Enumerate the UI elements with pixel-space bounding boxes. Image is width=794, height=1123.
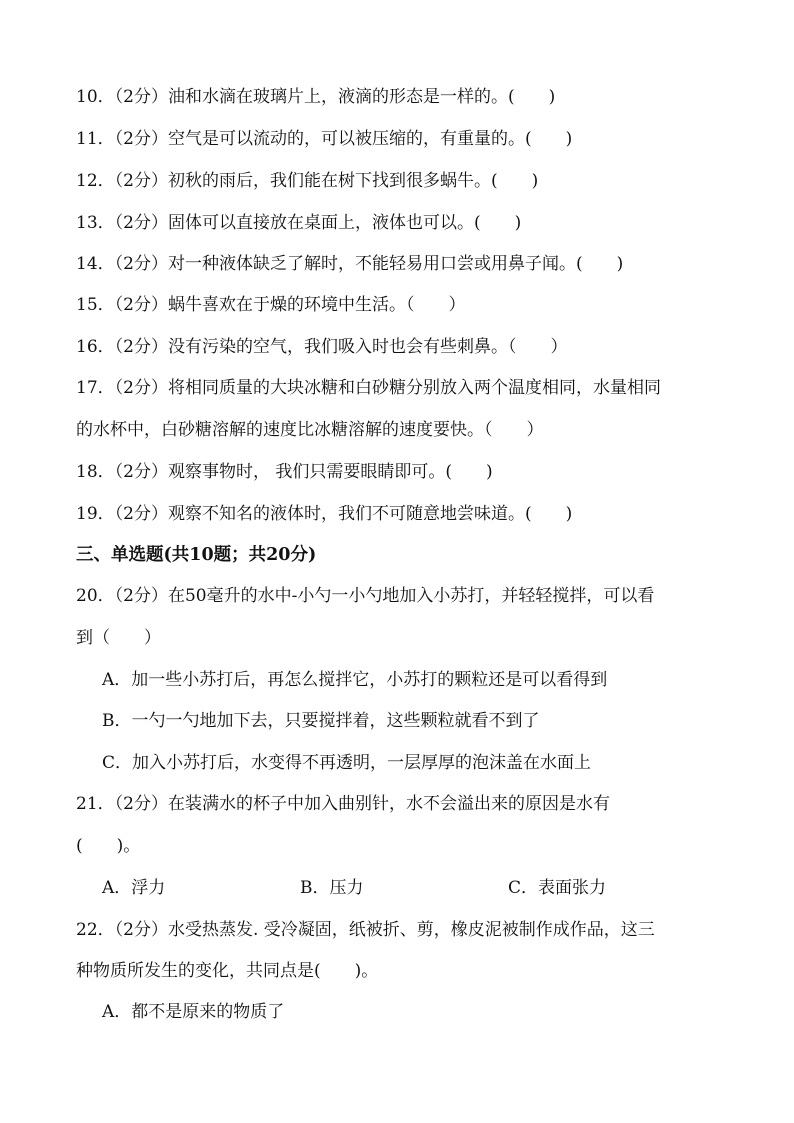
question-15: 15．（2分）蜗牛喜欢在于燥的环境中生活。（ ）	[76, 295, 466, 315]
question-18: 18．（2分）观察事物时， 我们只需要眼睛即可。( )	[76, 462, 493, 482]
question-16: 16．（2分）没有污染的空气，我们吸入时也会有些刺鼻。（ ）	[76, 337, 568, 357]
question-21-stem-line1: 21．（2分）在装满水的杯子中加入曲别针，水不会溢出来的原因是水有	[76, 794, 610, 814]
question-10: 10．（2分）油和水滴在玻璃片上，液滴的形态是一样的。( )	[76, 87, 556, 107]
question-20-stem-line1: 20．（2分）在50毫升的水中-小勺一小勺地加入小苏打，并轻轻搅拌，可以看	[76, 586, 655, 606]
question-21-option-c: C．表面张力	[508, 878, 607, 898]
question-13: 13．（2分）固体可以直接放在桌面上，液体也可以。( )	[76, 213, 522, 233]
question-22-stem-line1: 22．（2分）水受热蒸发. 受冷凝固，纸被折、剪，橡皮泥被制作成作品，这三	[76, 920, 655, 940]
question-21-option-a: A．浮力	[102, 878, 166, 898]
question-21-stem-line2: ( )。	[76, 836, 141, 856]
question-20-stem-line2: 到（ ）	[76, 628, 161, 648]
question-17-line1: 17．（2分）将相同质量的大块冰糖和白砂糖分别放入两个温度相同，水量相同	[76, 378, 661, 398]
question-20-option-b: B．一勺一勺地加下去，只要搅拌着，这些颗粒就看不到了	[102, 711, 540, 731]
question-20-option-c: C．加入小苏打后，水变得不再透明，一层厚厚的泡沫盖在水面上	[102, 753, 592, 773]
question-22-stem-line2: 种物质所发生的变化，共同点是( )。	[76, 961, 379, 981]
question-22-option-a: A．都不是原来的物质了	[102, 1002, 285, 1022]
question-17-line2: 的水杯中，白砂糖溶解的速度比冰糖溶解的速度要快。（ ）	[76, 420, 544, 440]
question-19: 19．（2分）观察不知名的液体时，我们不可随意地尝味道。( )	[76, 504, 573, 524]
question-12: 12．（2分）初秋的雨后，我们能在树下找到很多蜗牛。( )	[76, 171, 539, 191]
question-14: 14．（2分）对一种液体缺乏了解时，不能轻易用口尝或用鼻子闻。( )	[76, 254, 624, 274]
question-21-option-b: B．压力	[300, 878, 364, 898]
section-heading: 三、单选题(共10题；共20分)	[76, 545, 317, 565]
question-11: 11．（2分）空气是可以流动的，可以被压缩的，有重量的。( )	[76, 129, 573, 149]
question-20-option-a: A．加一些小苏打后，再怎么搅拌它，小苏打的颗粒还是可以看得到	[102, 670, 608, 690]
